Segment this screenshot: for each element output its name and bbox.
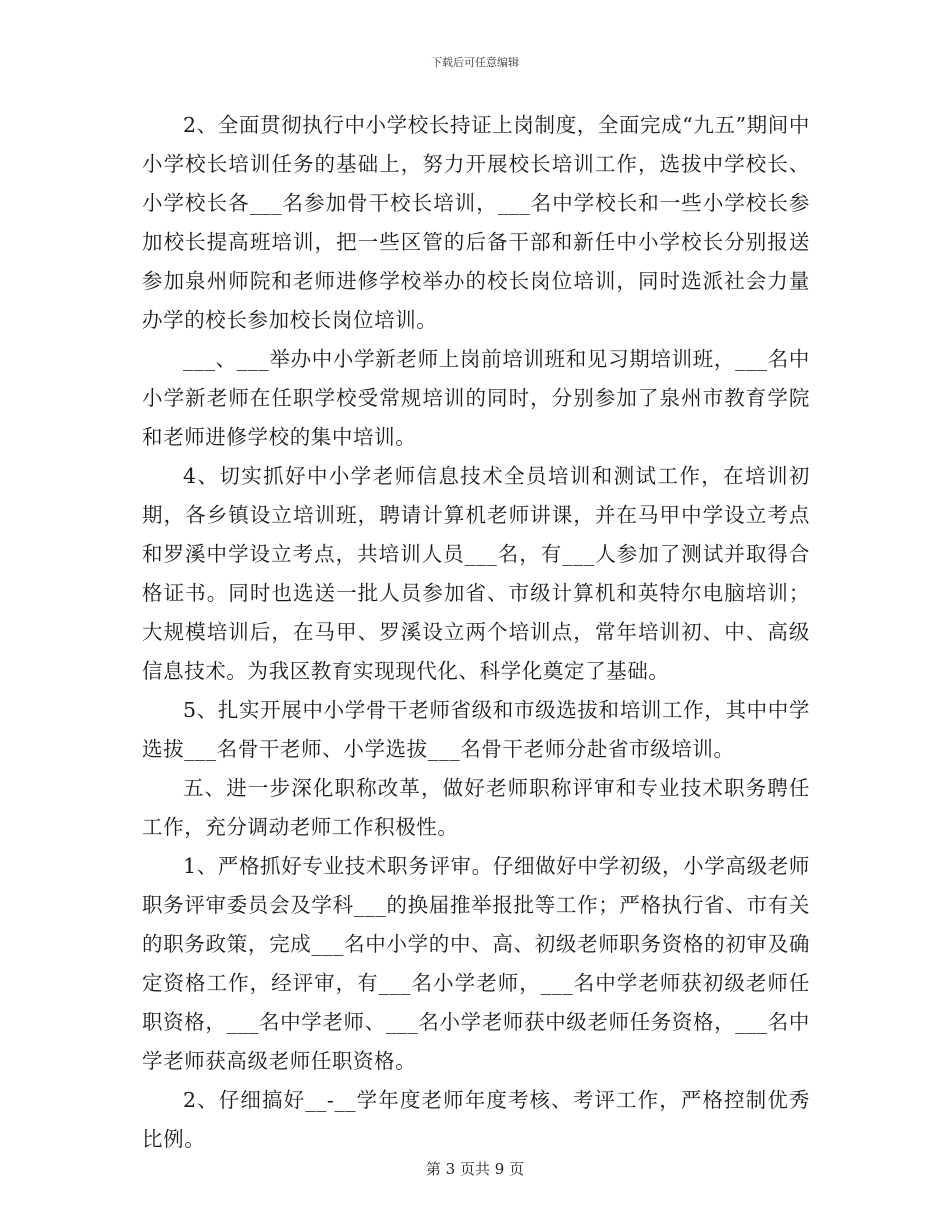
paragraph-annual-assessment: 2、仔细搞好__-__学年度老师年度考核、考评工作，严格控制优秀比例。 <box>142 1088 810 1151</box>
paragraph-school-principal-training: 2、全面贯彻执行中小学校长持证上岗制度，全面完成“九五”期间中小学校长培训任务的基础上，努力开展校长培训工作，选拔中学校长、小学校长各___名参加骨干校长培训，___名中学校长和一些小学校长参加校长提高班培训，把一些区管的后备干部和新任中小学校长分别报送参加泉州师院和老师进修学校举办的校长岗位培训，同时选派社会力量办学的校长参加校长岗位培训。 <box>142 113 810 332</box>
paragraph-title-evaluation: 1、严格抓好专业技术职务评审。仔细做好中学初级，小学高级老师职务评审委员会及学科___的换届推举报批等工作；严格执行省、市有关的职务政策，完成___名中小学的中、高、初级老师职务资格的初审及确定资格工作，经评审，有___名小学老师，___名中学老师获初级老师任职资格，___名中学老师、___名小学老师获中级老师任务资格，___名中学老师获高级老师任职资格。 <box>142 854 810 1073</box>
document-body <box>142 106 810 1159</box>
page-header: 下载后可任意编辑 <box>431 56 519 69</box>
paragraph-backbone-teacher-training: 5、扎实开展中小学骨干老师省级和市级选拔和培训工作，其中中学选拔___名骨干老师、小学选拔___名骨干老师分赴省市级培训。 <box>142 698 810 761</box>
page-number: 第 3 页共 9 页 <box>425 1160 525 1178</box>
paragraph-title-reform-heading: 五、进一步深化职称改革，做好老师职称评审和专业技术职务聘任工作，充分调动老师工作积极性。 <box>142 776 810 839</box>
paragraph-it-training: 4、切实抓好中小学老师信息技术全员培训和测试工作，在培训初期，各乡镇设立培训班，聘请计算机老师讲课，并在马甲中学设立考点和罗溪中学设立考点，共培训人员___名，有___人参加了测试并取得合格证书。同时也选送一批人员参加省、市级计算机和英特尔电脑培训；大规模培训后，在马甲、罗溪设立两个培训点，常年培训初、中、高级信息技术。为我区教育实现现代化、科学化奠定了基础。 <box>142 464 810 683</box>
paragraph-new-teacher-training: ___、___举办中小学新老师上岗前培训班和见习期培训班，___名中小学新老师在任职学校受常规培训的同时，分别参加了泉州市教育学院和老师进修学校的集中培训。 <box>142 347 810 449</box>
